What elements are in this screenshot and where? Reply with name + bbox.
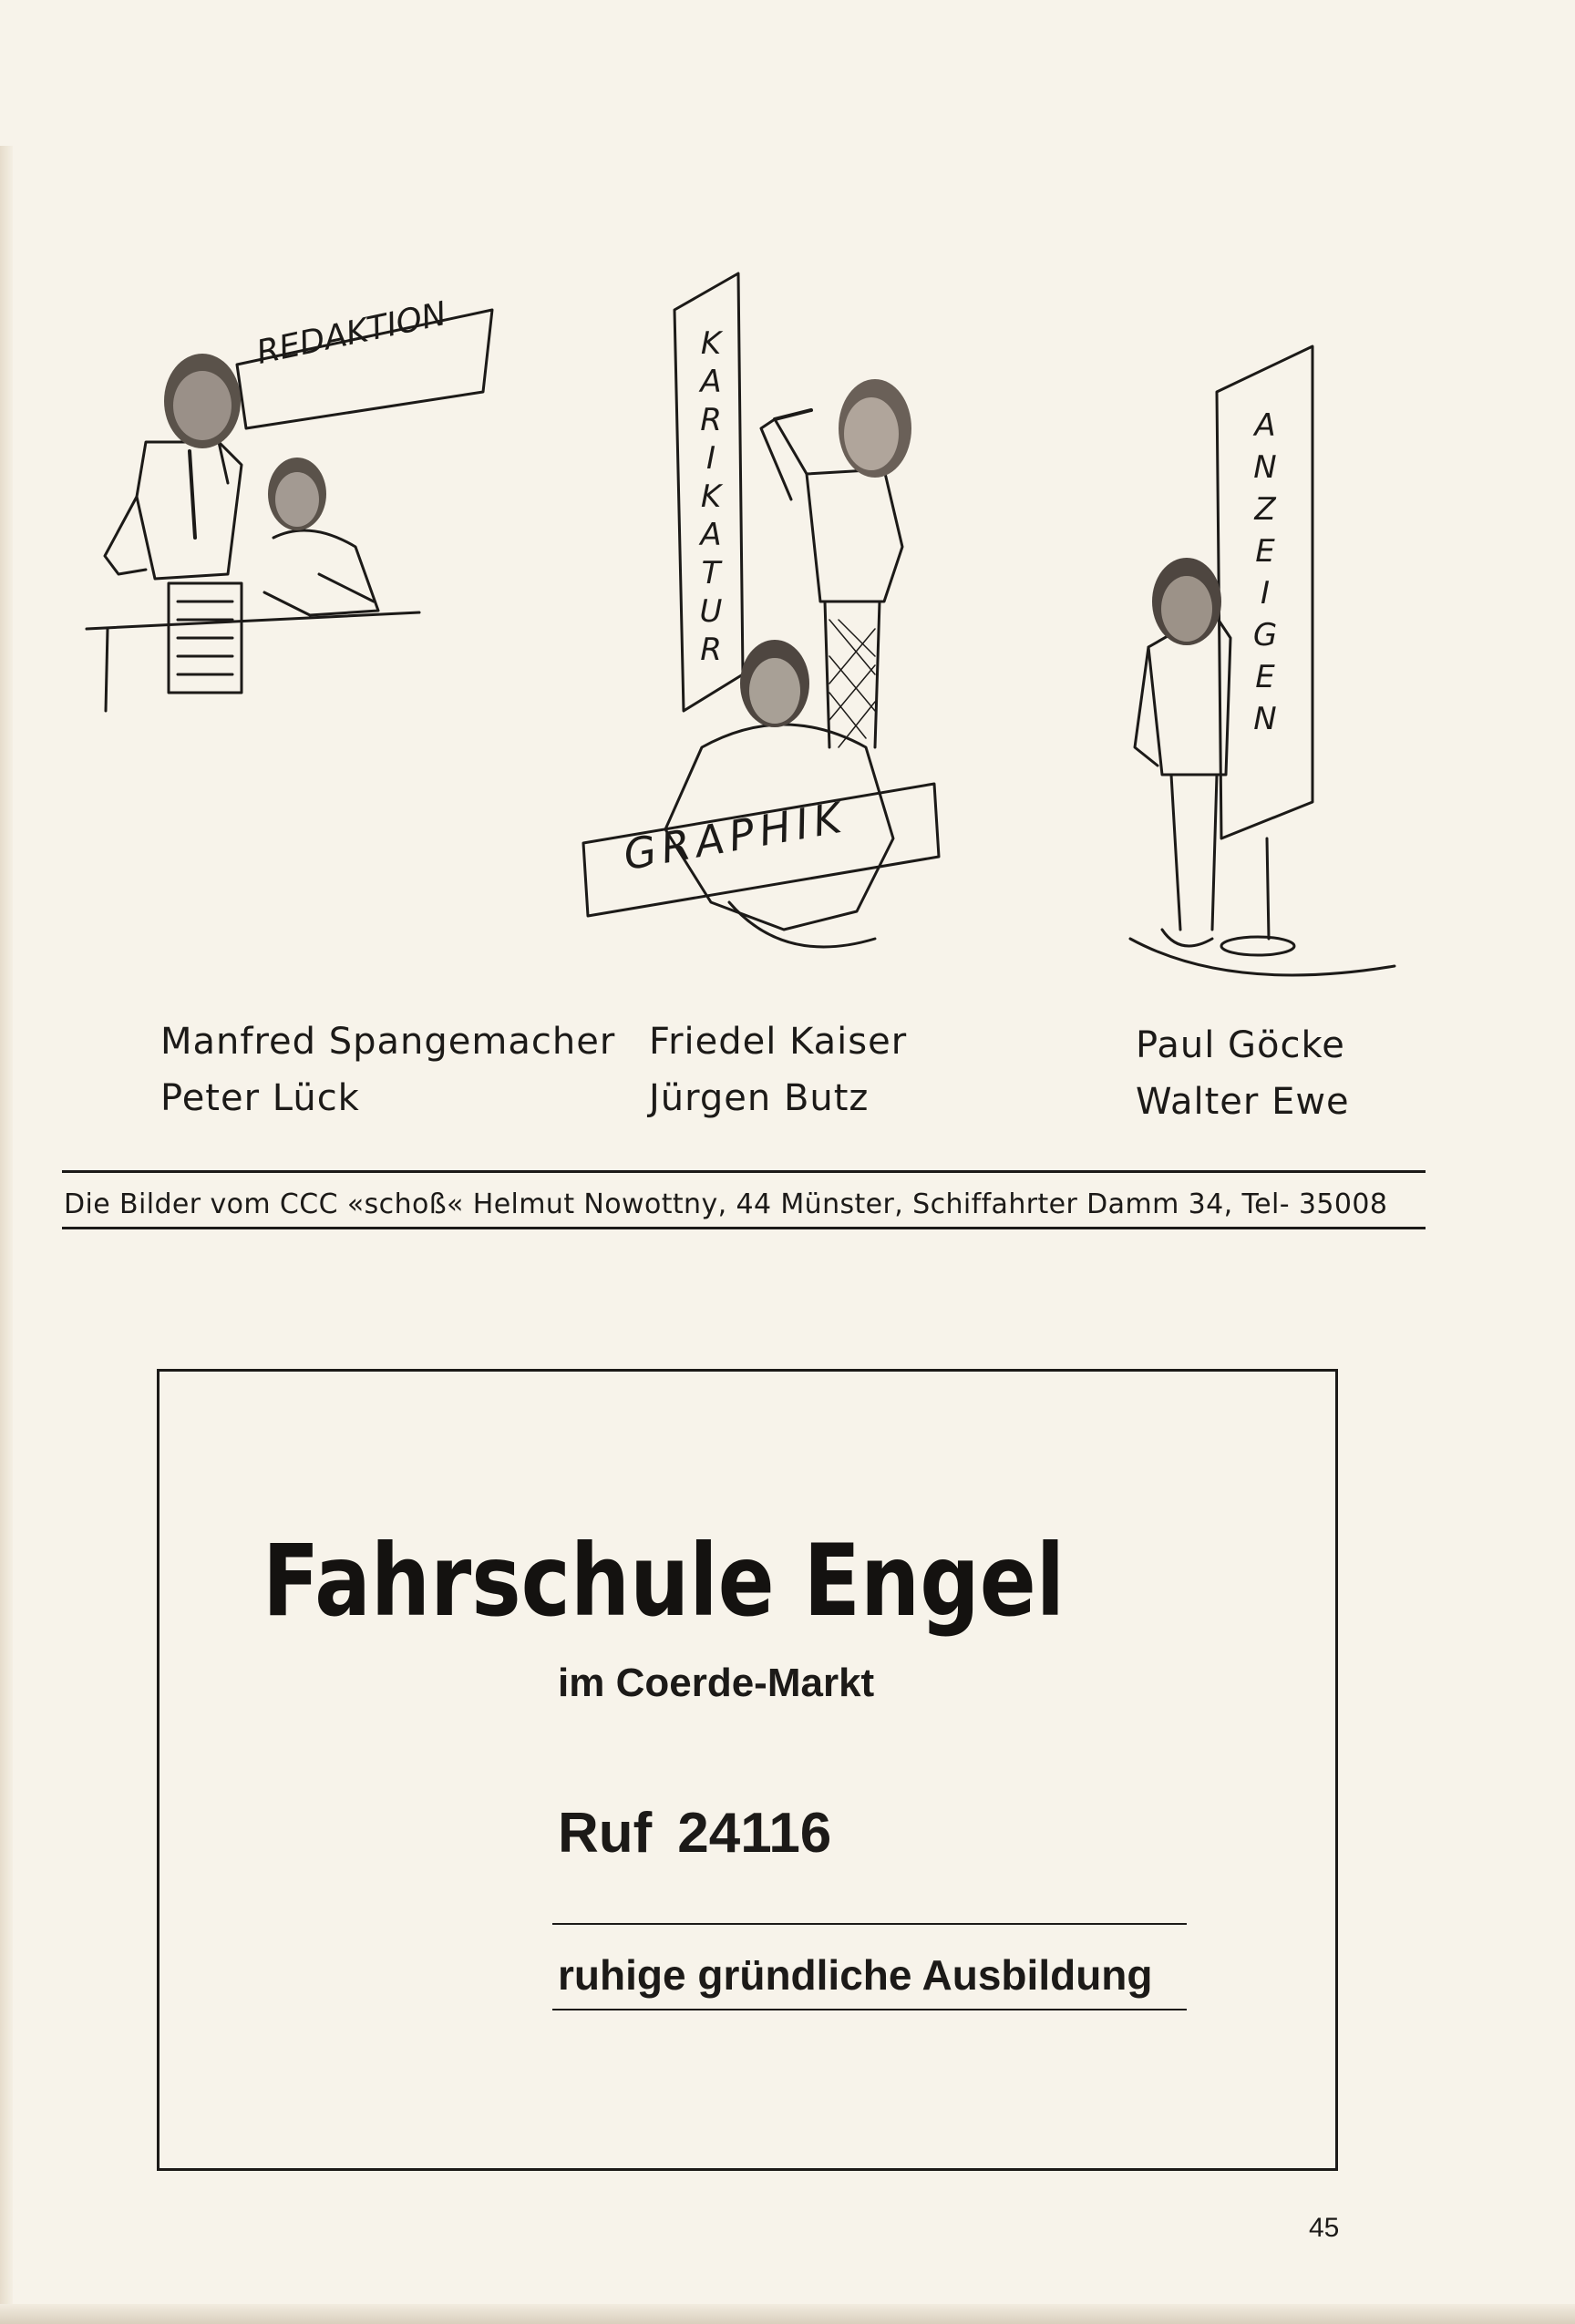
page-bottom-edge	[0, 2304, 1575, 2324]
names-center	[649, 1013, 907, 1126]
sign-letter: A	[700, 364, 722, 400]
advertisement-frame	[157, 1369, 1338, 2171]
name-peter-lueck: Peter Lück	[160, 1077, 360, 1119]
sign-letter: A	[1254, 407, 1276, 444]
sign-letter: R	[700, 402, 722, 438]
sign-letter: K	[700, 478, 722, 515]
sign-letter: I	[705, 440, 716, 477]
ad-phone	[558, 1801, 831, 1866]
graphik-sign-text: GRAPHIK	[620, 792, 850, 880]
name-manfred-spangemacher: Manfred Spangemacher	[160, 1021, 616, 1063]
karikatur-graphik-drawing	[565, 273, 966, 1003]
credit-bottom-rule	[62, 1227, 1426, 1229]
page-number: 45	[1309, 2213, 1340, 2243]
ad-subtitle: im Coerde-Markt	[558, 1661, 875, 1705]
sign-letter: I	[1260, 575, 1271, 612]
redaktion-cartoon	[82, 295, 510, 720]
names-right	[1136, 1017, 1350, 1130]
tagline-bottom-rule	[552, 2009, 1187, 2010]
sign-letter: U	[699, 593, 723, 630]
sign-letter: R	[700, 632, 722, 668]
sign-letter: N	[1253, 701, 1277, 737]
photo-credit-line: Die Bilder vom CCC «schoß« Helmut Nowottny, 44 Münster, Schiffahrter Damm 34, Tel- 35008	[64, 1188, 1388, 1220]
sign-letter: A	[700, 517, 722, 553]
sign-letter: E	[1255, 659, 1275, 695]
anzeigen-cartoon	[1094, 337, 1422, 993]
ad-tagline: ruhige gründliche Ausbildung	[558, 1951, 1153, 1999]
anzeigen-sign-letters	[1247, 407, 1283, 737]
karikatur-graphik-cartoon	[565, 273, 966, 1003]
names-left	[160, 1013, 615, 1126]
sign-letter: Z	[1254, 491, 1276, 528]
sign-letter: E	[1255, 533, 1275, 570]
name-friedel-kaiser: Friedel Kaiser	[649, 1021, 908, 1063]
name-paul-goecke: Paul Göcke	[1136, 1024, 1345, 1066]
sign-letter: G	[1252, 617, 1278, 653]
page-spine-shadow	[0, 146, 13, 2324]
karikatur-sign-letters	[693, 325, 729, 668]
ad-phone-label: Ruf	[558, 1802, 653, 1865]
name-juergen-butz: Jürgen Butz	[649, 1077, 870, 1119]
credit-top-rule	[62, 1170, 1426, 1173]
name-walter-ewe: Walter Ewe	[1136, 1081, 1350, 1123]
ad-phone-number: 24116	[677, 1802, 832, 1865]
sign-letter: N	[1253, 449, 1277, 486]
sign-letter: T	[701, 555, 721, 591]
sign-letter: K	[700, 325, 722, 362]
redaktion-sign-text: REDAKTION	[253, 295, 450, 373]
ad-title: Fahrschule Engel	[262, 1522, 1065, 1640]
tagline-top-rule	[552, 1923, 1187, 1925]
